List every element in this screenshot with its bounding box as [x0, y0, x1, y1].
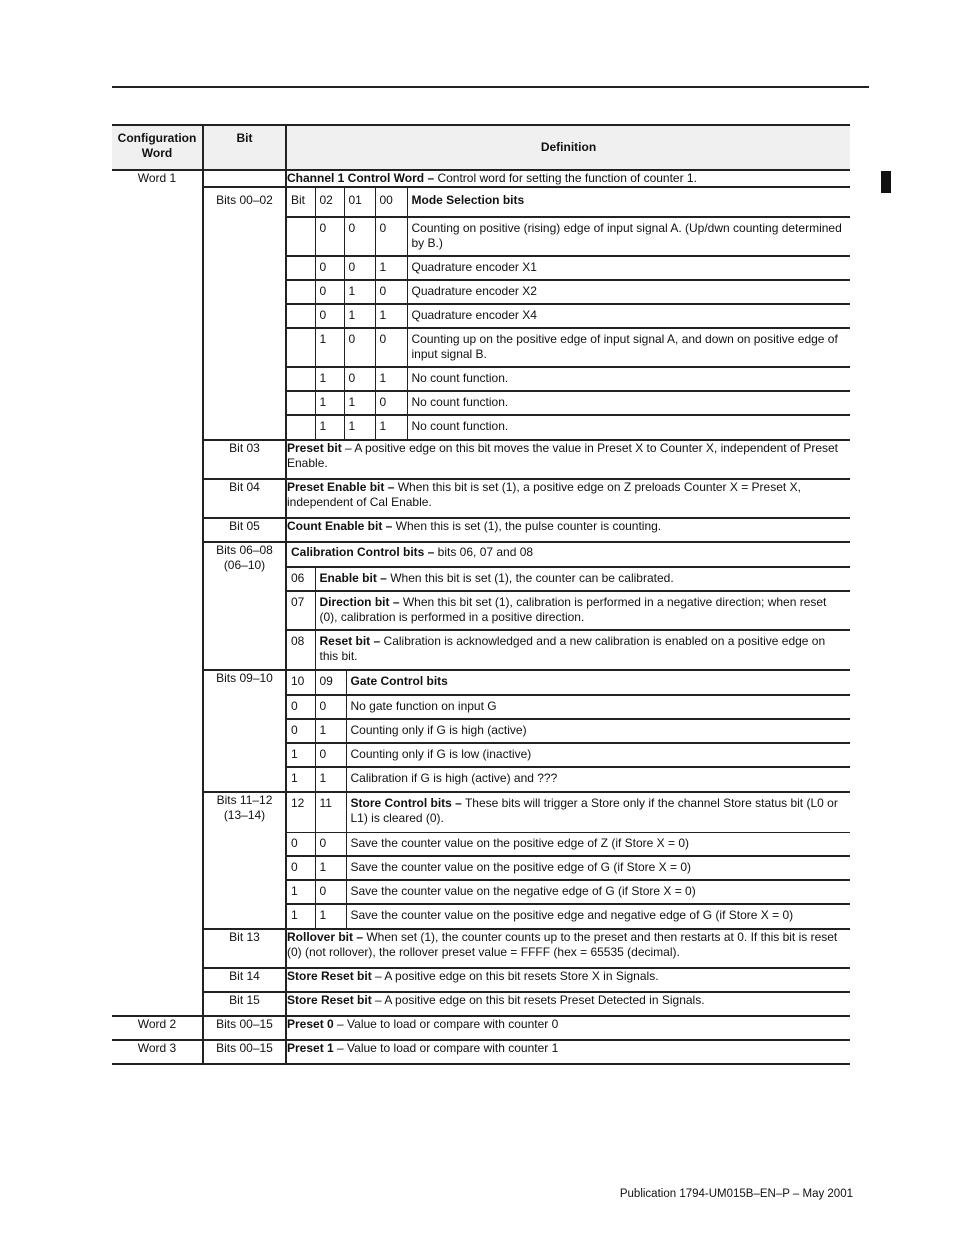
description: – A positive edge on this bit moves the value in Preset X to Counter X, independent of Preset Enable.: [287, 441, 838, 470]
definition: [286, 1040, 850, 1064]
description: – Value to load or compare with counter 0: [333, 1017, 559, 1031]
table-row: [112, 542, 850, 670]
bit-value: 0: [315, 256, 344, 280]
definition: [286, 518, 850, 542]
store-description: Save the counter value on the positive edge of Z (if Store X = 0): [346, 832, 850, 856]
definition: [286, 440, 850, 479]
gate-control-table: [287, 671, 850, 791]
list-item: [287, 567, 850, 591]
bit-value: 1: [375, 304, 407, 328]
bit-value: 1: [315, 904, 346, 928]
list-item: [287, 415, 850, 439]
description: – A positive edge on this bit resets Store X in Signals.: [371, 969, 659, 983]
header-config-word: Configuration Word: [112, 125, 203, 170]
store-description: Save the counter value on the negative edge of G (if Store X = 0): [346, 880, 850, 904]
bit-value: 0: [315, 217, 344, 256]
term: Rollover bit –: [287, 930, 364, 944]
list-item: [287, 695, 850, 719]
bit-value: 0: [375, 280, 407, 304]
store-description: Save the counter value on the positive edge and negative edge of G (if Store X = 0): [346, 904, 850, 928]
list-item: [287, 367, 850, 391]
definition: [287, 543, 850, 566]
description: When set (1), the counter counts up to the preset and then restarts at 0. If this bit is reset (0) (not rollover), the rollover preset value = FFFF (hex = 65535 (decimal).: [287, 930, 838, 959]
list-item: [287, 591, 850, 630]
table-row: [112, 440, 850, 479]
sub-header-cell: 02: [315, 188, 344, 217]
bit-label: Bits 11–12 (13–14): [203, 792, 286, 929]
header-bit: Bit: [203, 125, 286, 170]
table-row: [112, 968, 850, 992]
term: Preset 0: [287, 1017, 334, 1031]
term: Calibration Control bits –: [291, 545, 435, 559]
sub-header-cell: 11: [315, 793, 346, 832]
table-row: [112, 929, 850, 968]
bit-value: 0: [315, 304, 344, 328]
definition: [315, 630, 850, 669]
sub-header-cell: 00: [375, 188, 407, 217]
description: When this is set (1), the pulse counter is counting.: [392, 519, 662, 533]
bit-number: 06: [287, 567, 315, 591]
bit-value: 1: [315, 767, 346, 791]
list-item: [287, 328, 850, 367]
chapter-tab-marker: [881, 171, 891, 193]
description: These bits will trigger a Store only if the channel Store status bit (L0 or L1) is cleared (0).: [350, 796, 838, 825]
definition: [315, 591, 850, 630]
bit-value: 1: [344, 415, 375, 439]
list-item: [287, 280, 850, 304]
term: Enable bit –: [319, 571, 387, 585]
term: Reset bit –: [319, 634, 381, 648]
term: Store Control bits –: [350, 796, 462, 810]
store-control-table: [287, 793, 850, 928]
term: Preset Enable bit –: [287, 480, 395, 494]
bit-label: Bit 05: [203, 518, 286, 542]
table-row: [112, 479, 850, 518]
calibration-table: [287, 566, 850, 669]
mode-description: Quadrature encoder X4: [407, 304, 850, 328]
bit-value: 1: [287, 743, 315, 767]
definition: [286, 929, 850, 968]
sub-header-cell: 01: [344, 188, 375, 217]
bit-label: Bit 04: [203, 479, 286, 518]
bit-value: 0: [315, 695, 346, 719]
definition: [315, 567, 850, 591]
list-item: [287, 391, 850, 415]
list-item: [287, 767, 850, 791]
description: When this bit set (1), calibration is performed in a negative direction; when reset (0), calibration is performed in a positive direction.: [319, 595, 827, 624]
description: When this bit is set (1), the counter can be calibrated.: [386, 571, 674, 585]
term: Count Enable bit –: [287, 519, 393, 533]
bit-number: 07: [287, 591, 315, 630]
sub-header-cell: Bit: [291, 193, 306, 207]
term: Store Reset bit: [287, 993, 372, 1007]
bit-value: 1: [315, 367, 344, 391]
bit-value: 0: [344, 256, 375, 280]
word-label: Word 2: [112, 1016, 203, 1040]
list-item: [287, 832, 850, 856]
bit-value: 1: [287, 767, 315, 791]
bit-value: 1: [315, 391, 344, 415]
bit-value: 0: [287, 695, 315, 719]
bit-value: 1: [287, 880, 315, 904]
bit-label: Bit 03: [203, 440, 286, 479]
bit-value: 1: [344, 280, 375, 304]
store-description: Save the counter value on the positive edge of G (if Store X = 0): [346, 856, 850, 880]
description: Calibration is acknowledged and a new calibration is enabled on a positive edge on this bit.: [319, 634, 826, 663]
sub-header-row: [287, 793, 850, 832]
gate-description: No gate function on input G: [346, 695, 850, 719]
table-header-row: [112, 125, 850, 170]
list-item: [287, 880, 850, 904]
bit-label: Bit 15: [203, 992, 286, 1016]
bit-value: 0: [315, 743, 346, 767]
term: Direction bit –: [319, 595, 400, 609]
mode-description: Counting on positive (rising) edge of input signal A. (Up/dwn counting determined by B.): [407, 217, 850, 256]
definition: [286, 968, 850, 992]
bit-value: 1: [375, 256, 407, 280]
list-item: [287, 304, 850, 328]
sub-header-row: [287, 188, 850, 217]
mode-description: No count function.: [407, 415, 850, 439]
table-row: [112, 792, 850, 929]
sub-header-label: Mode Selection bits: [411, 193, 525, 207]
term: Preset 1: [287, 1041, 334, 1055]
sub-header-label: Gate Control bits: [350, 674, 448, 688]
definition: [346, 793, 850, 832]
bit-label: Bits 09–10: [203, 670, 286, 792]
description: bits 06, 07 and 08: [434, 545, 534, 559]
bit-label: Bits 00–02: [203, 187, 286, 440]
list-item: [287, 217, 850, 256]
word-label: Word 1: [137, 171, 177, 185]
top-rule: [112, 86, 869, 88]
mode-description: Quadrature encoder X1: [407, 256, 850, 280]
bit-value: 1: [315, 856, 346, 880]
bit-value: 0: [315, 832, 346, 856]
term: Channel 1 Control Word –: [287, 171, 435, 185]
sub-header-row: [287, 671, 850, 695]
bit-value: 1: [315, 328, 344, 367]
definition: [286, 992, 850, 1016]
bit-label: Bits 06–08 (06–10): [203, 542, 286, 670]
mode-description: No count function.: [407, 391, 850, 415]
definition: [286, 479, 850, 518]
bit-value: 1: [344, 304, 375, 328]
bit-value: 0: [344, 328, 375, 367]
bit-label: Bits 00–15: [203, 1016, 286, 1040]
description: – Value to load or compare with counter 1: [333, 1041, 559, 1055]
bit-value: 0: [375, 217, 407, 256]
bit-label: Bit 13: [203, 929, 286, 968]
bit-value: 0: [344, 217, 375, 256]
definition: [286, 170, 850, 187]
word-label: Word 3: [112, 1040, 203, 1064]
bit-value: 0: [344, 367, 375, 391]
gate-description: Calibration if G is high (active) and ???: [346, 767, 850, 791]
mode-description: Counting up on the positive edge of input signal A, and down on positive edge of input signal B.: [407, 328, 850, 367]
list-item: [287, 630, 850, 669]
list-item: [287, 256, 850, 280]
table-row: [112, 170, 850, 187]
term: Preset bit: [287, 441, 342, 455]
bit-label: [203, 170, 286, 187]
list-item: [287, 856, 850, 880]
bit-value: 0: [287, 856, 315, 880]
gate-description: Counting only if G is high (active): [346, 719, 850, 743]
bit-value: 1: [375, 415, 407, 439]
bit-label: Bits 00–15: [203, 1040, 286, 1064]
bit-value: 0: [287, 719, 315, 743]
bit-value: 0: [287, 832, 315, 856]
bit-value: 1: [315, 415, 344, 439]
table-row: [112, 992, 850, 1016]
bit-value: 0: [315, 880, 346, 904]
bit-value: 1: [315, 719, 346, 743]
bit-value: 0: [375, 391, 407, 415]
bit-label: Bit 14: [203, 968, 286, 992]
table-row: [112, 1040, 850, 1064]
bit-value: 1: [287, 904, 315, 928]
publication-footer: Publication 1794-UM015B–EN–P – May 2001: [619, 1188, 853, 1200]
table-row: [112, 670, 850, 792]
definition: [286, 1016, 850, 1040]
term: Store Reset bit: [287, 969, 372, 983]
gate-description: Counting only if G is low (inactive): [346, 743, 850, 767]
description: – A positive edge on this bit resets Preset Detected in Signals.: [371, 993, 705, 1007]
bit-number: 08: [287, 630, 315, 669]
table-row: [112, 518, 850, 542]
bit-value: 0: [375, 328, 407, 367]
configuration-table: [112, 124, 850, 1065]
mode-description: Quadrature encoder X2: [407, 280, 850, 304]
description: Control word for setting the function of counter 1.: [434, 171, 697, 185]
sub-header-cell: 12: [291, 796, 305, 810]
sub-header-cell: 09: [315, 671, 346, 695]
sub-header-cell: 10: [291, 674, 305, 688]
mode-description: No count function.: [407, 367, 850, 391]
bit-value: 0: [315, 280, 344, 304]
list-item: [287, 719, 850, 743]
header-definition: Definition: [286, 125, 850, 170]
table-row: [112, 1016, 850, 1040]
description: When this bit is set (1), a positive edge on Z preloads Counter X = Preset X, independent of Cal Enable.: [287, 480, 801, 509]
list-item: [287, 743, 850, 767]
bit-value: 1: [375, 367, 407, 391]
bit-value: 1: [344, 391, 375, 415]
table-row: [112, 187, 850, 440]
list-item: [287, 904, 850, 928]
mode-selection-table: [287, 188, 850, 439]
